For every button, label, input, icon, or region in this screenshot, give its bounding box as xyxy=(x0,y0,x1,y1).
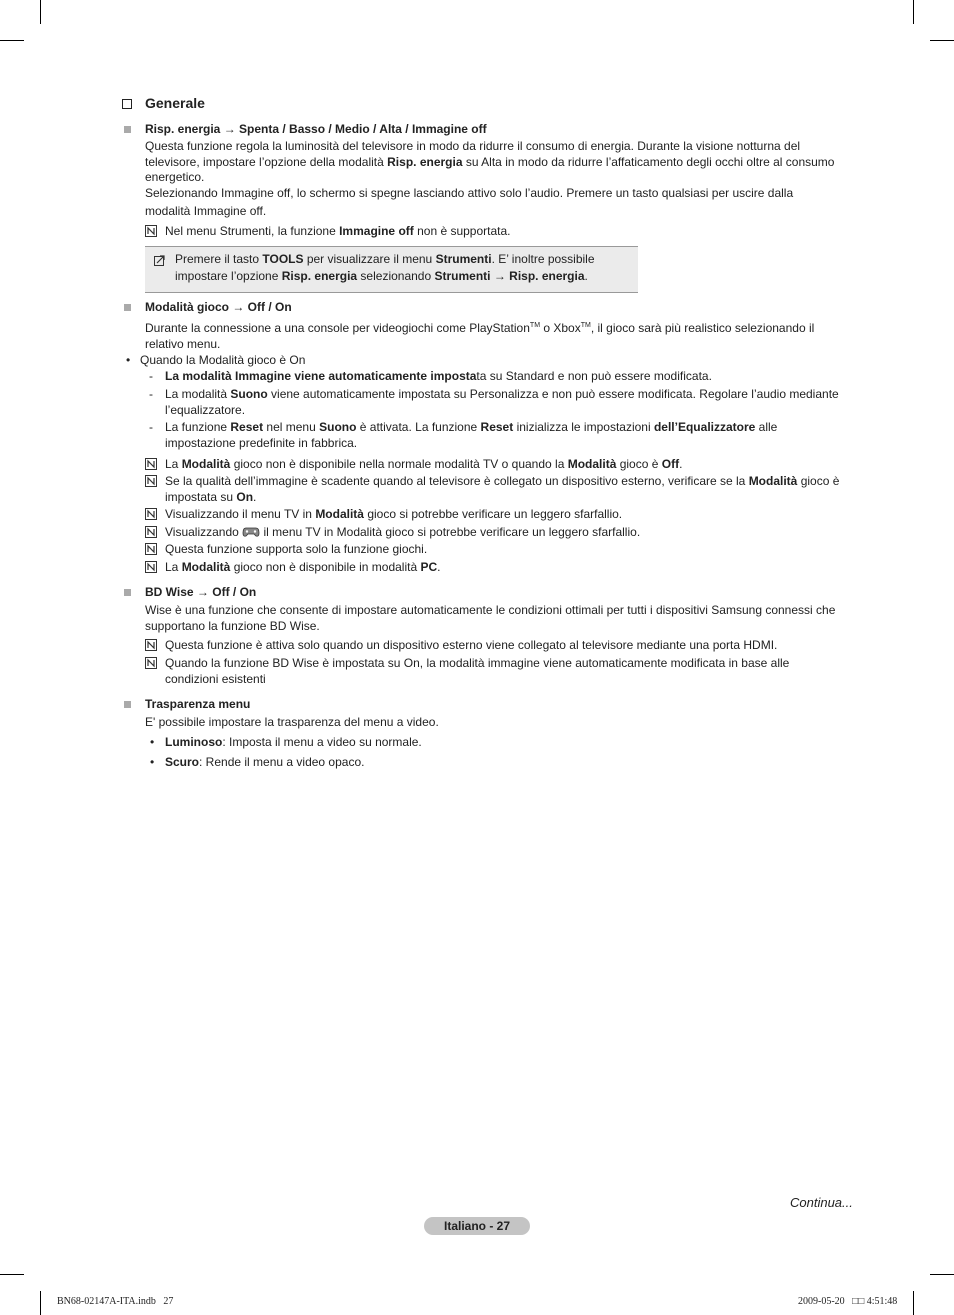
tools-box xyxy=(145,246,638,293)
tools-text: Premere il tasto TOOLS per visualizzare il menu Strumenti. E’ inoltre possibile impostare l’opzione Risp. energia selezionando Strumenti → Risp. energia. xyxy=(175,252,595,283)
gioco-note-6: La Modalità gioco non è disponibile in modalità PC. xyxy=(165,560,441,574)
square-bullet-icon xyxy=(124,126,131,133)
bdwise-para: Wise è una funzione che consente di impostare automaticamente le condizioni ottimali per tutti i dispositivi Samsung connessi che supportano la funzione BD Wise. xyxy=(145,603,836,633)
continua-label: Continua... xyxy=(790,1195,853,1210)
gamepad-icon xyxy=(242,526,260,538)
crop-mark xyxy=(930,1274,954,1275)
risp-note: Nel menu Strumenti, la funzione Immagine off non è supportata. xyxy=(165,224,511,238)
dash: - xyxy=(149,369,153,383)
dash: - xyxy=(149,420,153,434)
gioco-note-3: Visualizzando il menu TV in Modalità gioco si potrebbe verificare un leggero sfarfallio. xyxy=(165,507,623,521)
crop-mark xyxy=(913,0,914,24)
gioco-note-5: Questa funzione supporta solo la funzione giochi. xyxy=(165,542,428,556)
bdwise-note-1: Questa funzione è attiva solo quando un dispositivo esterno viene collegato al televisore mediante una porta HDMI. xyxy=(165,638,778,652)
tools-icon xyxy=(154,254,166,266)
crop-mark xyxy=(930,40,954,41)
trasp-bullet-1: Luminoso: Imposta il menu a video su normale. xyxy=(165,735,422,749)
crop-mark xyxy=(0,1274,24,1275)
gioco-note-2: Se la qualità dell’immagine è scadente quando al televisore è collegato un dispositivo esterno, verificare se la Modalità gioco è impostata su On. xyxy=(165,474,840,504)
risp-para: Questa funzione regola la luminosità del televisore in modo da ridurre il consumo di energia. Durante la visione notturna del televisore, impostare l’opzione della modalità Risp. energia su Alta in modo da ridurre l’affaticamento degli occhi oltre al consumo energetico. Selezionando Immagine off, lo schermo si spegne lasciando attivo solo l’audio. Premere un tasto qualsiasi per uscire dalla modalità Immagine off. xyxy=(145,139,835,218)
square-bullet-icon xyxy=(124,701,131,708)
crop-mark xyxy=(40,1291,41,1315)
page-number: Italiano - 27 xyxy=(424,1217,530,1235)
note-icon xyxy=(145,657,157,669)
gioco-note-4: Visualizzando il menu TV in Modalità gioco si potrebbe verificare un leggero sfarfallio. xyxy=(165,525,641,539)
gioco-dash-1: La modalità Immagine viene automaticamente impostata su Standard e non può essere modificata. xyxy=(165,369,712,383)
file-name: BN68-02147A-ITA.indb 27 xyxy=(57,1296,174,1307)
crop-mark xyxy=(0,40,24,41)
print-date: 2009-05-20 □□ 4:51:48 xyxy=(798,1296,898,1307)
note-icon xyxy=(145,561,157,573)
dot-bullet: • xyxy=(150,755,155,769)
dot-bullet: • xyxy=(150,735,155,749)
note-icon xyxy=(145,543,157,555)
gioco-heading: Modalità gioco → Off / On xyxy=(145,300,292,314)
square-bullet-icon xyxy=(124,304,131,311)
square-bullet-icon xyxy=(124,589,131,596)
gioco-note-1: La Modalità gioco non è disponibile nella normale modalità TV o quando la Modalità gioco è Off. xyxy=(165,457,683,471)
note-icon xyxy=(145,475,157,487)
crop-mark xyxy=(40,0,41,24)
note-icon xyxy=(145,458,157,470)
note-icon xyxy=(145,225,157,237)
bdwise-heading: BD Wise → Off / On xyxy=(145,585,257,599)
dash: - xyxy=(149,387,153,401)
gioco-para: Durante la connessione a una console per videogiochi come PlayStation™ o Xbox™, il gioco sarà più realistico selezionando il relativo menu. xyxy=(145,321,815,351)
bdwise-note-2: Quando la funzione BD Wise è impostata su On, la modalità immagine viene automaticamente modificata in base alle condizioni esistenti xyxy=(165,656,790,686)
risp-heading: Risp. energia → Spenta / Basso / Medio / Alta / Immagine off xyxy=(145,122,487,136)
trasp-bullet-2: Scuro: Rende il menu a video opaco. xyxy=(165,755,365,769)
crop-mark xyxy=(913,1291,914,1315)
checkbox-icon xyxy=(122,99,132,109)
gioco-dash-2: La modalità Suono viene automaticamente impostata su Personalizza e non può essere modificata. Regolare l’audio mediante l’equalizzatore. xyxy=(165,387,839,417)
gioco-bullet: Quando la Modalità gioco è On xyxy=(140,353,306,367)
dot-bullet: • xyxy=(126,353,131,367)
note-icon xyxy=(145,508,157,520)
note-icon xyxy=(145,526,157,538)
gioco-dash-3: La funzione Reset nel menu Suono è attivata. La funzione Reset inizializza le impostazioni dell’Equalizzatore alle impostazione predefinite in fabbrica. xyxy=(165,420,778,450)
note-icon xyxy=(145,639,157,651)
trasp-heading: Trasparenza menu xyxy=(145,697,251,711)
trasp-para: E' possibile impostare la trasparenza del menu a video. xyxy=(145,715,439,729)
section-title: Generale xyxy=(145,95,205,111)
